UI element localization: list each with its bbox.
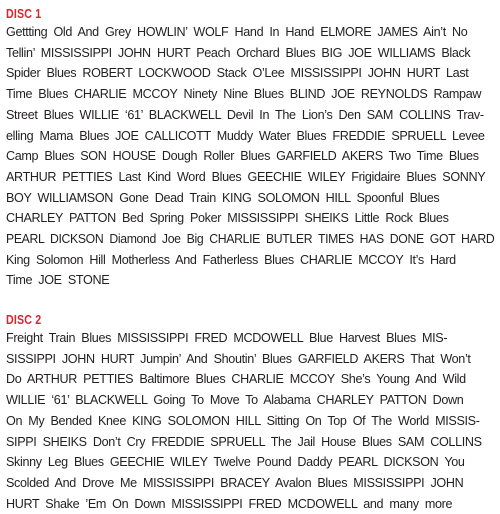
tracklist-line: Freight Train Blues MISSISSIPPI FRED MCDOWELL Blue Harvest Blues MIS- [6,331,448,345]
tracklist-line: BOY WILLIAMSON Gone Dead Train KING SOLOMON HILL Spoonful Blues [6,190,440,205]
tracklist-line: On My Bended Knee KING SOLOMON HILL Sitting On Top Of The World MISSIS- [6,413,480,428]
tracklist-line: Gettting Old And Grey HOWLIN’ WOLF Hand In Hand ELMORE JAMES Ain’t No [6,25,468,39]
tracklist-line: Street Blues WILLIE ‘61’ BLACKWELL Devil In The Lion’s Den SAM COLLINS Trav- [6,107,484,122]
tracklist-line: Tellin’ MISSISSIPPI JOHN HURT Peach Orchard Blues BIG JOE WILLIAMS Black [6,45,471,60]
tracklist-line: CHARLEY PATTON Bed Spring Poker MISSISSIPPI SHEIKS Little Rock Blues [6,211,449,226]
disc-1-heading: DISC 1 [6,6,42,21]
tracklist-line: Camp Blues SON HOUSE Dough Roller Blues GARFIELD AKERS Two Time Blues [6,149,479,164]
disc-2-heading: DISC 2 [6,312,42,327]
tracklist-line: SIPPI SHEIKS Don’t Cry FREDDIE SPRUELL The Jail House Blues SAM COLLINS [6,434,482,449]
tracklist-line: elling Mama Blues JOE CALLICOTT Muddy Water Blues FREDDIE SPRUELL Levee [6,128,485,143]
tracklist-page [6,6,494,514]
tracklist-line: SISSIPPI JOHN HURT Jumpin’ And Shoutin’ Blues GARFIELD AKERS That Won’t [6,351,471,366]
tracklist-line: WILLIE ‘61’ BLACKWELL Going To Move To Alabama CHARLEY PATTON Down [6,393,464,408]
tracklist-line: HURT Shake ’Em On Down MISSISSIPPI FRED MCDOWELL and many more [6,496,453,511]
disc-2-tracklist [6,328,494,514]
tracklist-line: Do ARTHUR PETTIES Baltimore Blues CHARLIE MCCOY She’s Young And Wild [6,372,466,387]
disc-1-tracklist [6,22,494,312]
tracklist-line: Skinny Leg Blues GEECHIE WILEY Twelve Pound Daddy PEARL DICKSON You [6,455,465,470]
tracklist-line: Spider Blues ROBERT LOCKWOOD Stack O’Lee MISSISSIPPI JOHN HURT Last [6,66,469,81]
tracklist-line: Scolded And Drove Me MISSISSIPPI BRACEY Avalon Blues MISSISSIPPI JOHN [6,475,464,490]
tracklist-line: ARTHUR PETTIES Last Kind Word Blues GEECHIE WILEY Frigidaire Blues SONNY [6,169,486,184]
tracklist-line: PEARL DICKSON Diamond Joe Big CHARLIE BUTLER TIMES HAS DONE GOT HARD [6,232,495,247]
tracklist-line: King Solomon Hill Motherless And Fatherless Blues CHARLIE MCCOY It’s Hard [6,252,456,267]
tracklist-line: Time Blues CHARLIE MCCOY Ninety Nine Blues BLIND JOE REYNOLDS Rampaw [6,87,482,102]
tracklist-line: Time JOE STONE [6,273,110,288]
